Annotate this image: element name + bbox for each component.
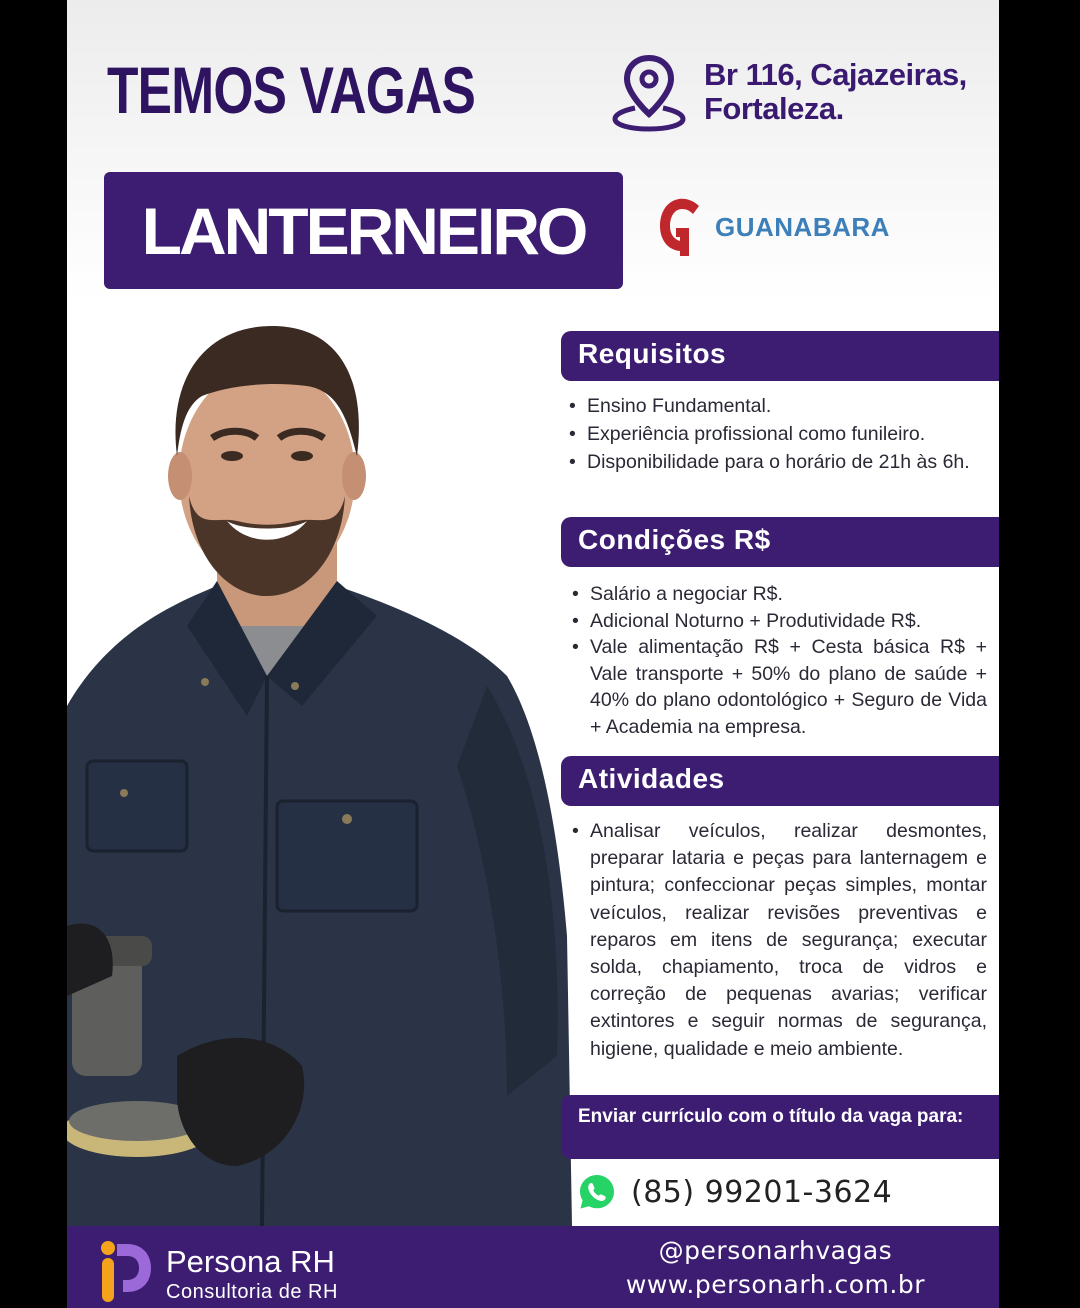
instagram-handle[interactable]: @personarhvagas xyxy=(658,1236,893,1265)
atividades-header xyxy=(561,756,999,806)
atividades-title: Atividades xyxy=(578,763,725,794)
address-line-1: Br 116, Cajazeiras, xyxy=(704,57,967,92)
requisitos-list xyxy=(567,392,982,476)
social-links xyxy=(626,1234,925,1302)
send-resume-box xyxy=(561,1095,999,1159)
phone-number[interactable]: (85) 99201-3624 xyxy=(631,1174,893,1210)
company-name: GUANABARA xyxy=(715,211,890,242)
footer xyxy=(67,1226,999,1308)
company-logo xyxy=(655,192,890,262)
condicoes-header xyxy=(561,517,999,567)
list-item: • Experiência profissional como funileiro. xyxy=(567,420,982,448)
job-title: LANTERNEIRO xyxy=(141,193,586,268)
condicoes-title: Condições R$ xyxy=(578,524,771,555)
list-item: • Analisar veículos, realizar desmontes, preparar lataria e peças para lanternagem e pintura; confeccionar peças simples, montar veículos, realizar revisões preventivas e reparos em itens de segurança; executar solda, chapiamento, troca de vidros e correção de pequenas avarias; verificar extintores e seguir normas de segurança, higiene, qualidade e meio ambiente. xyxy=(570,818,987,1063)
brand-name: Persona RH xyxy=(166,1244,335,1279)
list-item: • Disponibilidade para o horário de 21h às 6h. xyxy=(567,448,982,476)
requisitos-header xyxy=(561,331,999,381)
location-pin-icon xyxy=(609,52,689,132)
website-link[interactable]: www.personarh.com.br xyxy=(625,1270,925,1299)
list-item: • Vale alimentação R$ + Cesta básica R$ + Vale transporte + 50% do plano de saúde + 40% do plano odontológico + Seguro de Vida + Academia na empresa. xyxy=(570,634,987,740)
job-title-banner xyxy=(104,172,623,289)
address-line-2: Fortaleza. xyxy=(704,91,844,126)
list-item: • Ensino Fundamental. xyxy=(567,392,982,420)
guanabara-g-icon xyxy=(655,192,705,262)
job-poster xyxy=(67,0,999,1308)
whatsapp-icon xyxy=(577,1172,617,1212)
address xyxy=(704,58,967,126)
brand-subtitle: Consultoria de RH xyxy=(166,1281,338,1303)
condicoes-list xyxy=(570,581,987,740)
phone-row[interactable] xyxy=(577,1170,892,1214)
worker-photo xyxy=(67,296,577,1226)
persona-rh-logo-icon xyxy=(97,1238,153,1304)
atividades-list xyxy=(570,818,987,1063)
list-item: • Adicional Noturno + Produtividade R$. xyxy=(570,608,987,635)
headline: TEMOS VAGAS xyxy=(107,53,476,127)
list-item: • Salário a negociar R$. xyxy=(570,581,987,608)
requisitos-title: Requisitos xyxy=(578,338,727,369)
send-resume-text: Enviar currículo com o título da vaga para: xyxy=(578,1106,964,1127)
